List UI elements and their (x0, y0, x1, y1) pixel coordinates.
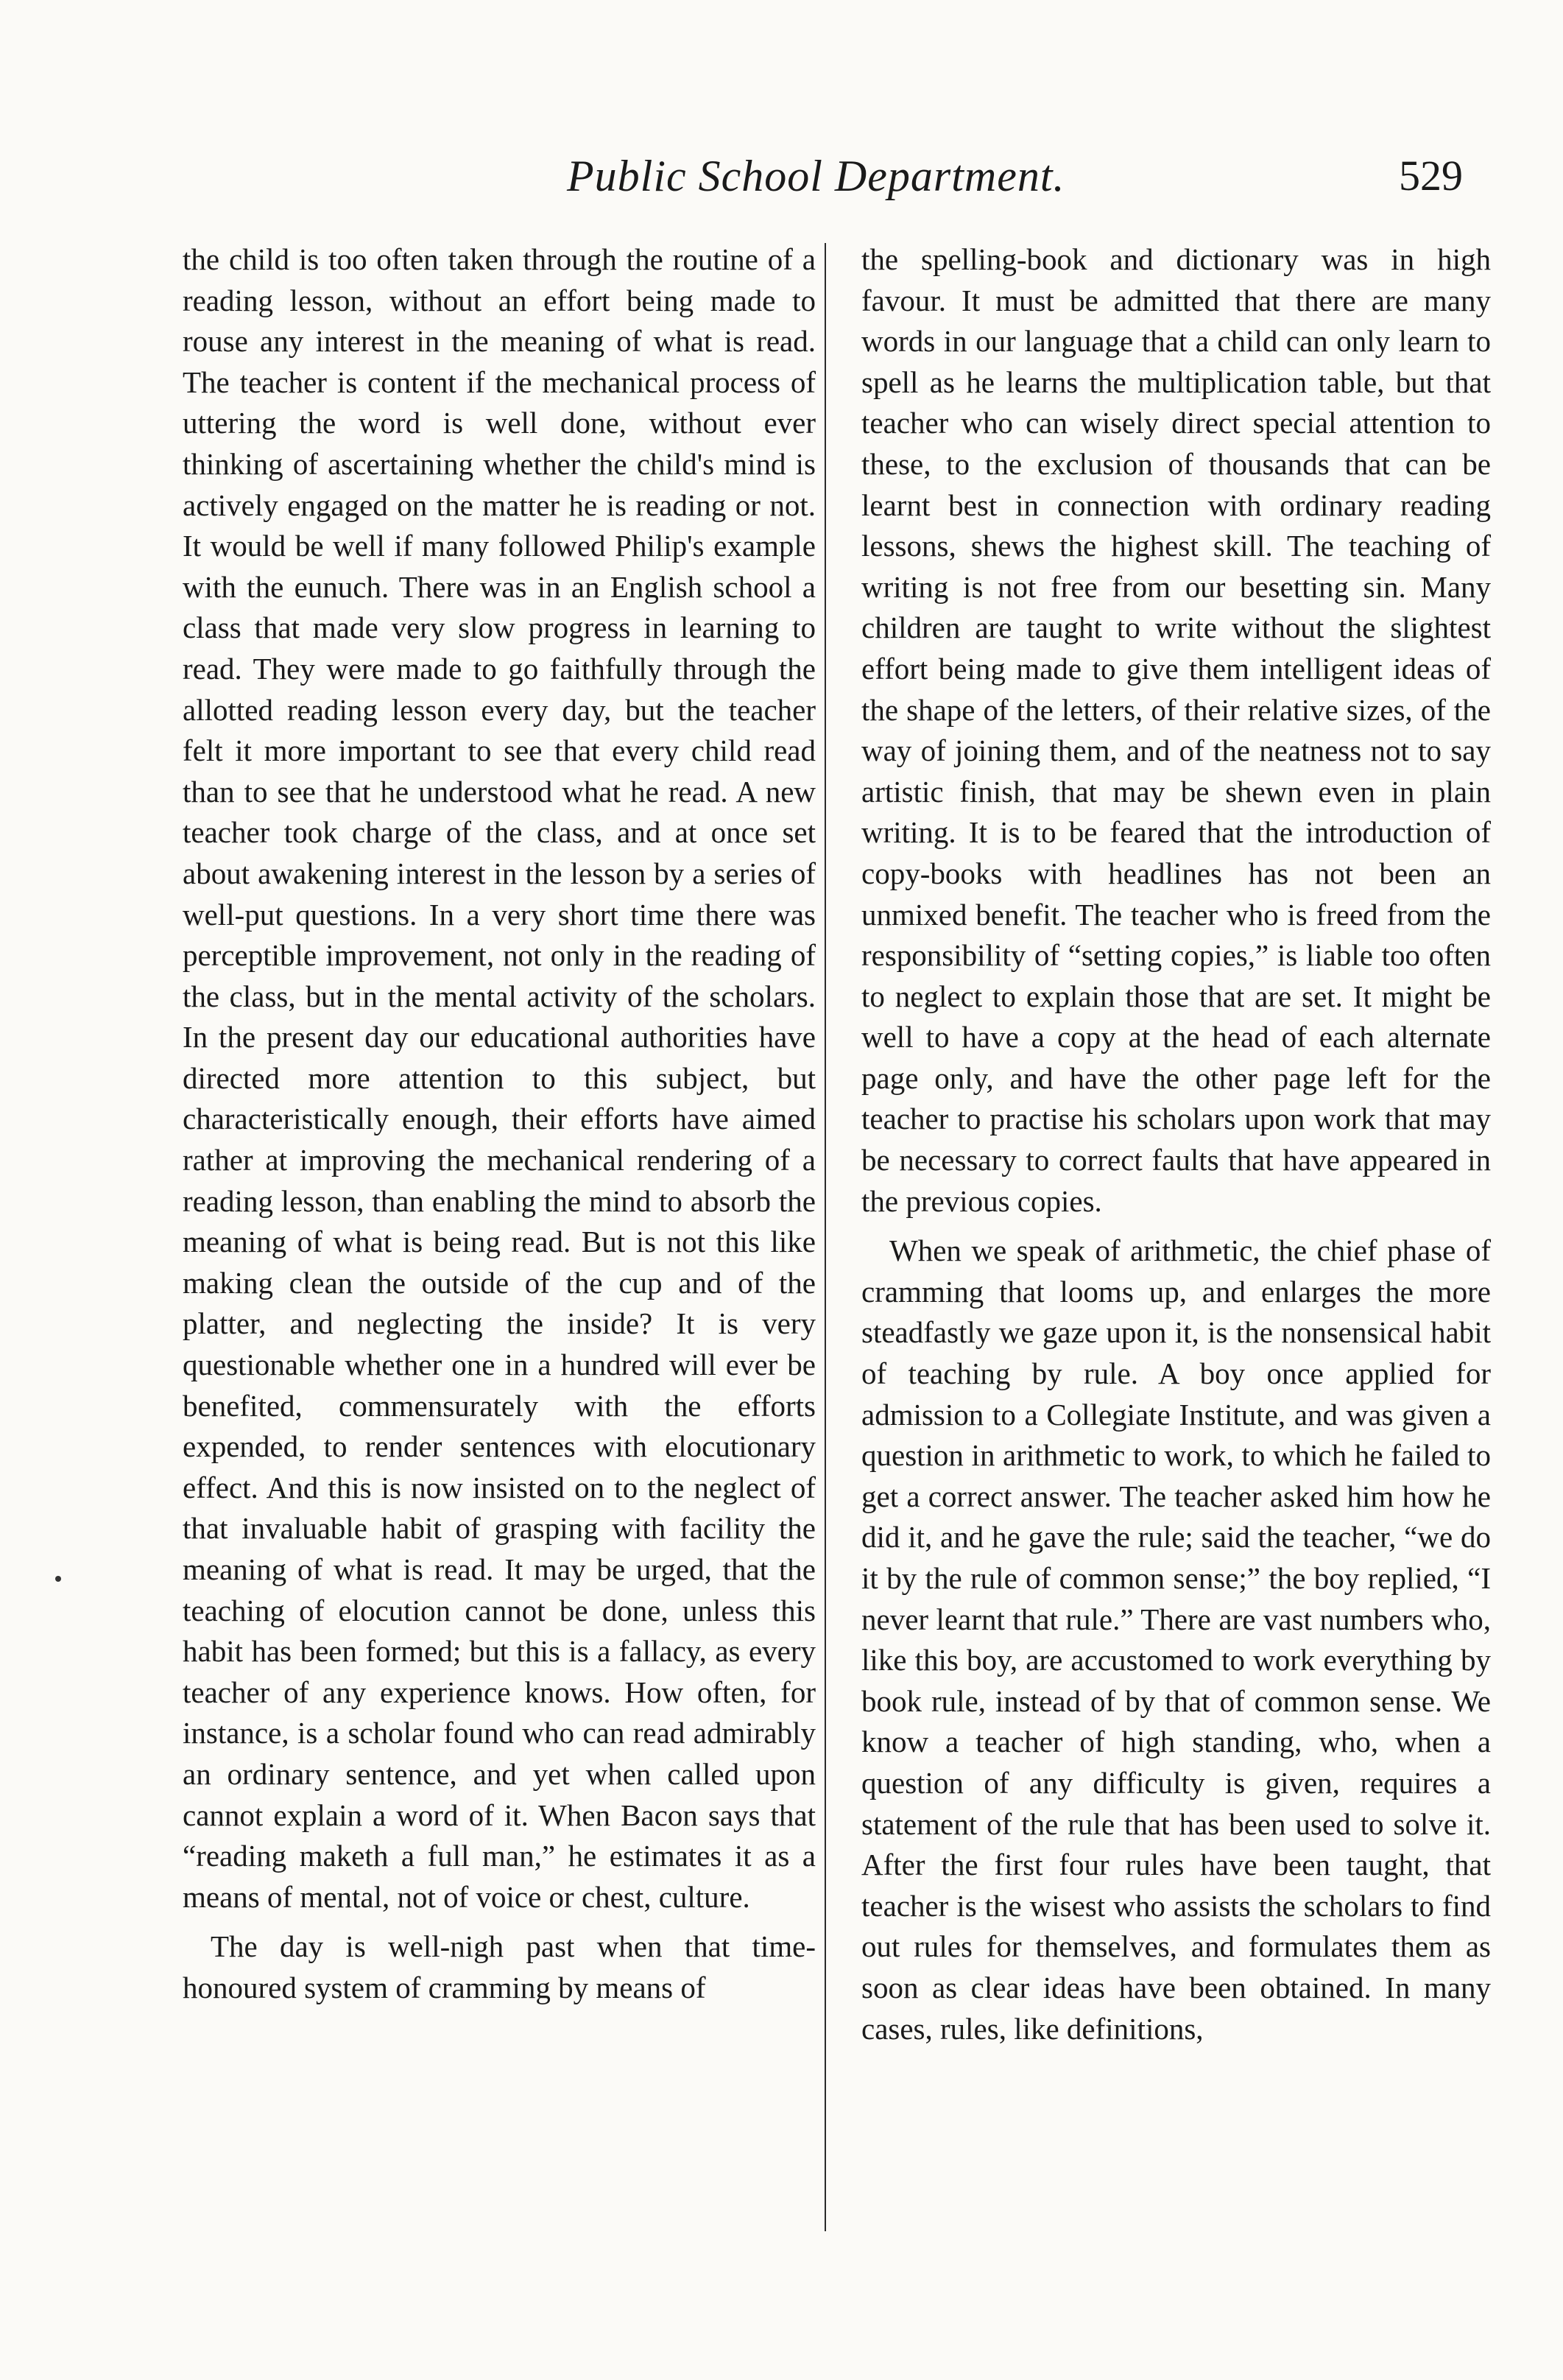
margin-speck (55, 1576, 61, 1582)
right-paragraph-1: the spelling-book and dictionary was in high favour. It must be admitted that there are many words in our language that a child can only learn to spell as he learns the multiplication table, but that teacher who can wisely direct special attention to these, to the exclusion of thousands that can be learnt best in connection with ordinary reading lessons, shews the highest skill. The teaching of writing is not free from our besetting sin. Many children are taught to write without the slightest effort being made to give them intelligent ideas of the shape of the letters, of their relative sizes, of the way of joining them, and of the neatness not to say artistic finish, that may be shewn even in plain writing. It is to be feared that the introduction of copy-books with headlines has not been an unmixed benefit. The teacher who is freed from the responsibility of “setting copies,” is liable too often to neglect to explain those that are set. It might be well to have a copy at the head of each alternate page only, and have the other page left for the teacher to practise his scholars upon work that may be necessary to correct faults that have appeared in the previous copies. (861, 242, 1491, 1218)
left-paragraph-2: The day is well-nigh past when that time-honoured system of cramming by means of (183, 1929, 816, 2004)
page-number: 529 (1399, 152, 1463, 200)
page-header (0, 151, 1563, 210)
right-paragraph-2: When we speak of arithmetic, the chief phase of cramming that looms up, and enlarges the more steadfastly we gaze upon it, is the nonsensical habit of teaching by rule. A boy once applied for admission to a Collegiate Institute, and was given a question in arithmetic to work, to which he failed to get a correct answer. The teacher asked him how he did it, and he gave the rule; said the teacher, “we do it by the rule of common sense;” the boy replied, “I never learnt that rule.” There are vast numbers who, like this boy, are accustomed to work everything by book rule, instead of by that of common sense. We know a teacher of high standing, who, when a question of any difficulty is given, requires a statement of the rule that has been used to solve it. After the first four rules have been taught, that teacher is the wisest who assists the scholars to find out rules for themselves, and formulates them as soon as clear ideas have been obtained. In many cases, rules, like definitions, (861, 1233, 1491, 2046)
left-column (183, 239, 816, 2009)
left-paragraph-1: the child is too often taken through the routine of a reading lesson, without an effort being made to rouse any interest in the meaning of what is read. The teacher is content if the mechanical process of uttering the word is well done, without ever thinking of ascertaining whether the child's mind is actively engaged on the matter he is reading or not. It would be well if many followed Philip's example with the eunuch. There was in an English school a class that made very slow progress in learning to read. They were made to go faithfully through the allotted reading lesson every day, but the teacher felt it more important to see that every child read than to see that he understood what he read. A new teacher took charge of the class, and at once set about awakening interest in the lesson by a series of well-put questions. In a very short time there was perceptible improvement, not only in the reading of the class, but in the mental activity of the scholars. In the present day our educational authorities have directed more attention to this subject, but characteristically enough, their efforts have aimed rather at improving the mechanical rendering of a reading lesson, than enabling the mind to absorb the meaning of what is being read. But is not this like making clean the outside of the cup and of the platter, and neglecting the inside? It is very questionable whether one in a hundred will ever be benefited, commensurately with the efforts expended, to render sentences with elocutionary effect. And this is now insisted on to the neglect of that invaluable habit of grasping with facility the meaning of what is read. It may be urged, that the teaching of elocution cannot be done, unless this habit has been formed; but this is a fallacy, as every teacher of any experience knows. How often, for instance, is a scholar found who can read admirably an ordinary sentence, and yet when called upon cannot explain a word of it. When Bacon says that “reading maketh a full man,” he estimates it as a means of mental, not of voice or chest, culture. (183, 242, 816, 1914)
running-head: Public School Department. (567, 152, 1065, 200)
column-divider (825, 243, 826, 2231)
right-column (861, 239, 1491, 2049)
